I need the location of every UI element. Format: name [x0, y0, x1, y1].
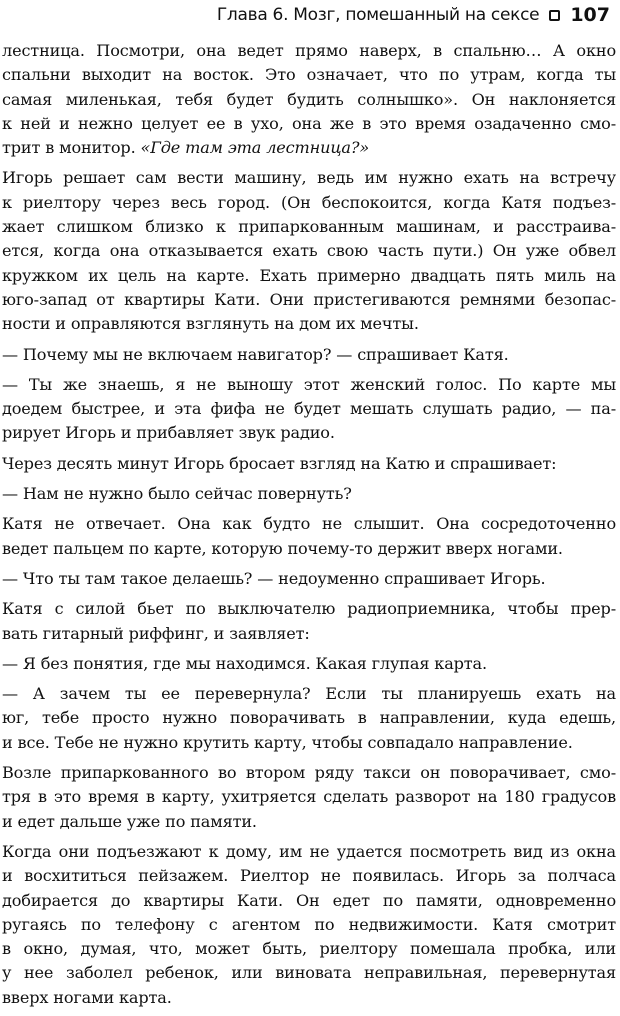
text-line: Катя не отвечает. Она как будто не слышит. Она сосредоточенно — [2, 514, 616, 534]
chapter-title: Глава 6. Мозг, помешанный на сексе — [216, 5, 540, 25]
text-line: ности и оправляются взглянуть на дом их мечты. — [2, 314, 419, 334]
text-line — [2, 136, 616, 160]
text-line: тря в это время в карту, ухитряется сделать разворот на 180 градусов — [2, 787, 616, 807]
paragraph — [2, 482, 616, 506]
paragraph — [2, 452, 616, 476]
text-line: ется, когда она отказывается ехать свою часть пути.) Он уже обвел — [2, 241, 616, 261]
text-line: к ней и нежно целует ее в ухо, она же в это время озадаченно смо- — [2, 113, 616, 133]
text-line: рирует Игорь и прибавляет звук радио. — [2, 423, 335, 443]
running-header — [217, 1, 610, 29]
text-line: к риелтору через весь город. (Он беспокоится, когда Катя подъез- — [2, 192, 616, 212]
text-line: доедем быстрее, и эта фифа не будет мешать слушать радио, — па- — [2, 399, 616, 419]
text-line: юг, тебе просто нужно поворачивать в направлении, куда едешь, — [2, 708, 616, 728]
checkbox-square-icon — [549, 10, 560, 21]
text-line: лестница. Посмотри, она ведет прямо наверх, в спальню… А окно — [2, 41, 616, 60]
text-line: — А зачем ты ее перевернула? Если ты планируешь ехать на — [2, 684, 616, 704]
text-line: — Я без понятия, где мы находимся. Какая глупая карта. — [2, 653, 487, 673]
text-line: юго-запад от квартиры Кати. Они пристегиваются ремнями безопас- — [2, 289, 616, 309]
text-line: — Нам не нужно было сейчас повернуть? — [2, 484, 352, 504]
paragraph — [2, 567, 616, 591]
paragraph — [2, 39, 616, 160]
page-number: 107 — [570, 4, 610, 26]
text-line: — Ты же знаешь, я не выношу этот женский голос. По карте мы — [2, 374, 616, 394]
paragraph — [2, 343, 616, 367]
paragraph — [2, 373, 616, 446]
paragraph — [2, 597, 616, 646]
text-line: самая миленькая, тебя будет будить солнышко». Он наклоняется — [2, 89, 616, 109]
text-line: кружком их цель на карте. Ехать примерно двадцать пять миль на — [2, 265, 616, 285]
paragraph — [2, 512, 616, 561]
text-line: и восхититься пейзажем. Риелтор не появилась. Игорь за полчаса — [2, 866, 616, 886]
paragraph — [2, 840, 616, 1010]
text-line: — Что ты там такое делаешь? — недоуменно спрашивает Игорь. — [2, 568, 546, 588]
text-line: в окно, думая, что, может быть, риелтору помешала пробка, или — [2, 939, 616, 959]
paragraph — [2, 652, 616, 676]
text-line: вать гитарный риффинг, и заявляет: — [2, 623, 310, 643]
text-line: у нее заболел ребенок, или виновата неправильная, перевернутая — [2, 963, 616, 983]
text-line: и все. Тебе не нужно крутить карту, чтобы совпадало направление. — [2, 732, 573, 752]
paragraph — [2, 761, 616, 834]
text-line: Когда они подъезжают к дому, им не удается посмотреть вид из окна — [2, 841, 616, 861]
body-text — [2, 39, 616, 1016]
italic-quote: «Где там эта лестница?» — [140, 138, 370, 158]
text-line: спальни выходит на восток. Это означает, что по утрам, когда ты — [2, 65, 616, 85]
text-line: Через десять минут Игорь бросает взгляд на Катю и спрашивает: — [2, 453, 557, 473]
text-line: жает слишком близко к припаркованным машинам, и расстраива- — [2, 217, 616, 237]
paragraph — [2, 682, 616, 755]
text-line-prefix: трит в монитор. — [2, 138, 141, 158]
text-line: вверх ногами карта. — [2, 987, 172, 1007]
text-line: Игорь решает сам вести машину, ведь им нужно ехать на встречу — [2, 168, 616, 188]
text-line: Возле припаркованного во втором ряду такси он поворачивает, смо- — [2, 763, 616, 783]
text-line: ругаясь по телефону с агентом по недвижимости. Катя смотрит — [2, 914, 616, 934]
text-line: Катя с силой бьет по выключателю радиоприемника, чтобы прер- — [2, 599, 616, 619]
text-line: и едет дальше уже по памяти. — [2, 811, 257, 831]
text-line: добирается до квартиры Кати. Он едет по памяти, одновременно — [2, 890, 616, 910]
text-line: ведет пальцем по карте, которую почему-то держит вверх ногами. — [2, 538, 563, 558]
text-line: — Почему мы не включаем навигатор? — спрашивает Катя. — [2, 344, 509, 364]
paragraph — [2, 166, 616, 336]
